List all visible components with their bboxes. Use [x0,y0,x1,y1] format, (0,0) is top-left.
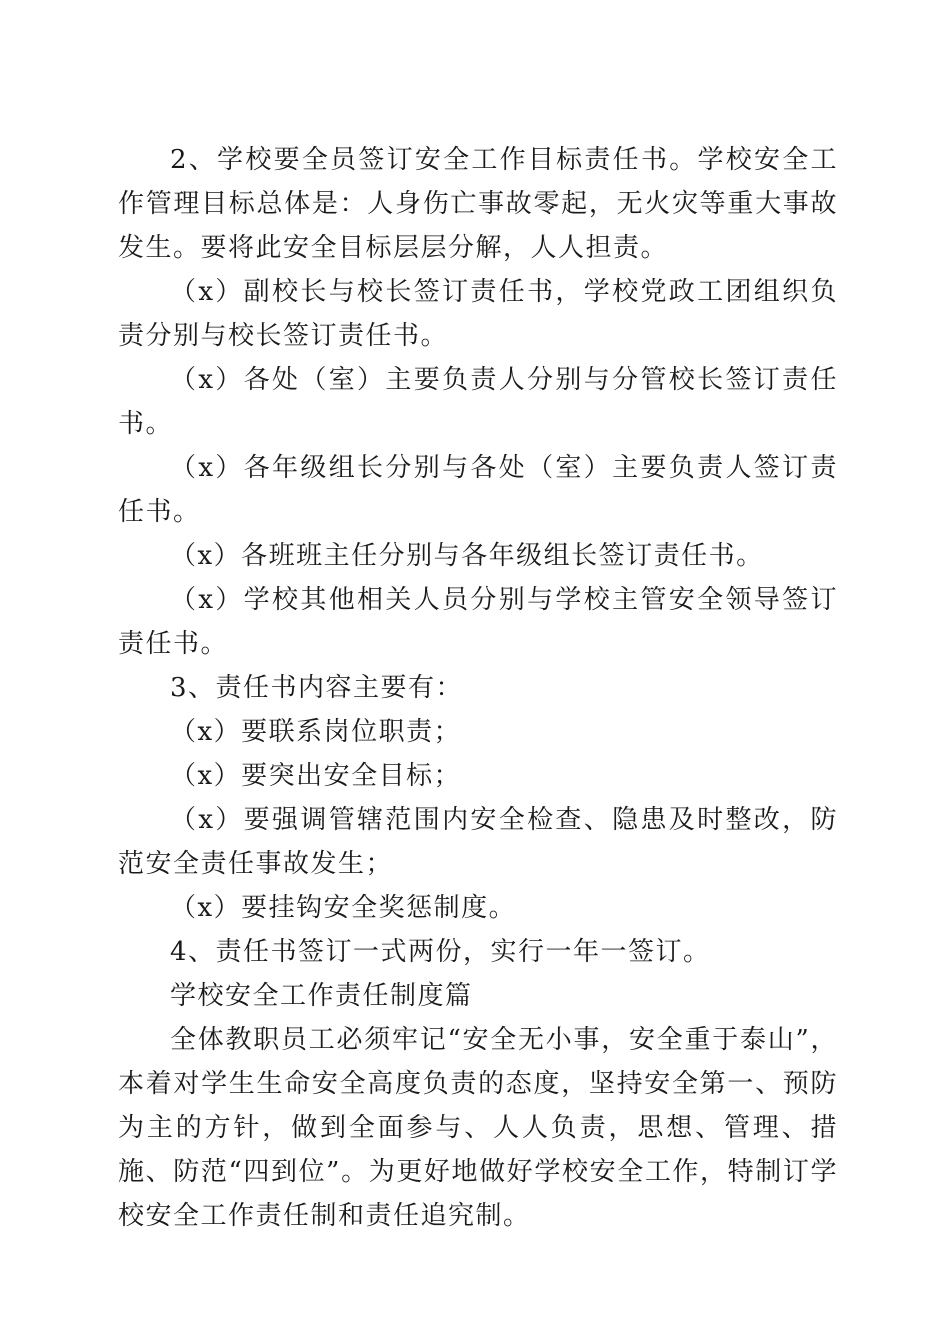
paragraph-letter-contents: 3、责任书内容主要有： [170,673,464,703]
paragraph-responsibility-letter: 2、学校要全员签订安全工作目标责任书。学校安全工作管理目标总体是：人身伤亡事故零起，无火灾等重大事故发生。要将此安全目标层层分解，人人担责。 [118,145,838,263]
paragraph-all-staff: 全体教职员工必须牢记“安全无小事，安全重于泰山”，本着对学生生命安全高度负责的态度，坚持安全第一、预防为主的方针，做到全面参与、人人负责，思想、管理、措施、防范“四到位”。为更好地做好学校安全工作，特制订学校安全工作责任制和责任追究制。 [118,1025,838,1231]
paragraph-safety-goals: （x）要突出安全目标； [170,761,462,791]
paragraph-grade-leaders: （x）各年级组长分别与各处（室）主要负责人签订责任书。 [118,453,838,527]
paragraph-rewards-penalties: （x）要挂钩安全奖惩制度。 [170,893,517,923]
paragraph-job-duties: （x）要联系岗位职责； [170,717,462,747]
paragraph-safety-inspection: （x）要强调管辖范围内安全检查、隐患及时整改，防范安全责任事故发生； [118,805,838,879]
paragraph-department-heads: （x）各处（室）主要负责人分别与分管校长签订责任书。 [118,365,838,439]
paragraph-vice-principal: （x）副校长与校长签订责任书，学校党政工团组织负责分别与校长签订责任书。 [118,277,838,351]
document-body [118,138,838,1238]
section-heading: 学校安全工作责任制度篇 [170,981,473,1011]
paragraph-other-staff: （x）学校其他相关人员分别与学校主管安全领导签订责任书。 [118,585,838,659]
paragraph-signing-copies: 4、责任书签订一式两份，实行一年一签订。 [170,937,711,967]
paragraph-class-teachers: （x）各班班主任分别与各年级组长签订责任书。 [170,541,764,571]
